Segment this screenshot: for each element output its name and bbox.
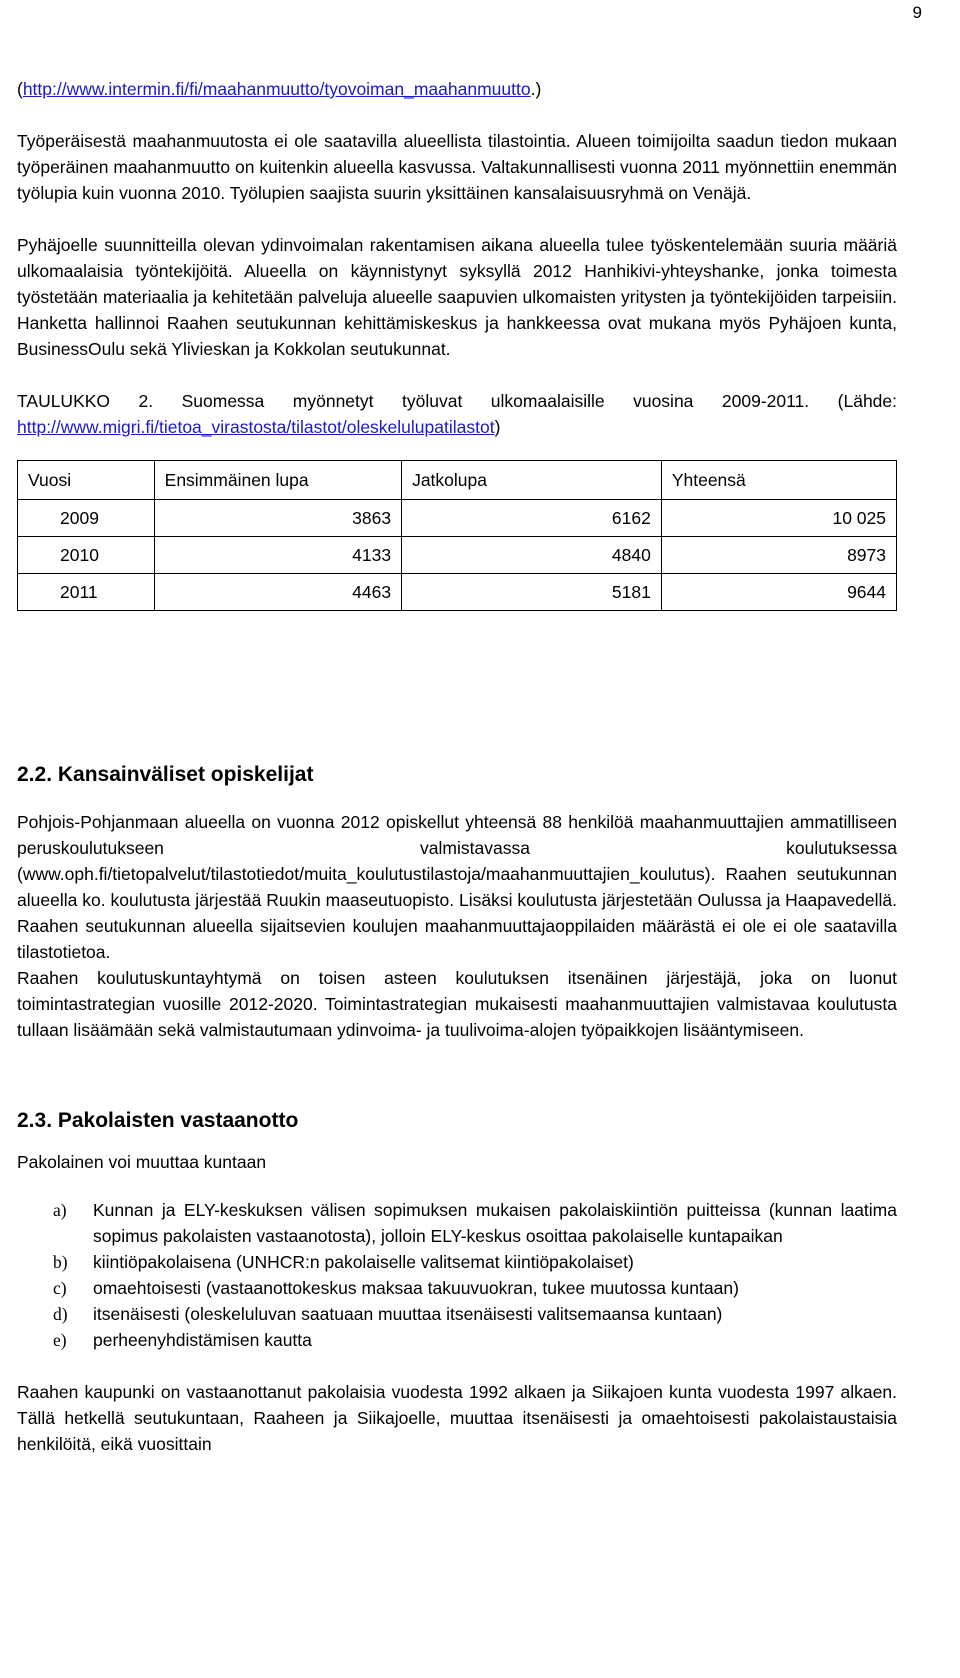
- cell-first-permit: 4463: [154, 574, 401, 611]
- table-header-row: [18, 461, 897, 500]
- section-heading-refugee-reception: 2.3. Pakolaisten vastaanotto: [17, 1109, 299, 1132]
- list-item-text: kiintiöpakolaisena (UNHCR:n pakolaiselle valitsemat kiintiöpakolaiset): [93, 1252, 634, 1272]
- cell-continuation-permit: 6162: [402, 500, 662, 537]
- list-marker: a): [53, 1200, 67, 1220]
- table-caption-text: TAULUKKO 2. Suomessa myönnetyt työluvat ulkomaalaisille vuosina 2009-2011. (Lähde:: [17, 391, 897, 411]
- paragraph-raahe-refugees: Raahen kaupunki on vastaanottanut pakolaisia vuodesta 1992 alkaen ja Siikajoen kunta vuodesta 1997 alkaen. Tällä hetkellä seutukuntaan, Raaheen ja Siikajoelle, muuttaa itsenäisesti ja omaehtoisesti pakolaistaustaisia henkilöitä, eikä vuosittain: [17, 1382, 897, 1454]
- cell-first-permit: 3863: [154, 500, 401, 537]
- intro-source-line: [17, 76, 897, 102]
- cell-total: 9644: [661, 574, 896, 611]
- refugee-route-list: [17, 1197, 897, 1353]
- header-continuation-permit: Jatkolupa: [402, 461, 662, 500]
- table-row: [18, 574, 897, 611]
- table-caption: [17, 388, 897, 440]
- paren-close: .): [530, 79, 542, 99]
- document-body: [17, 76, 897, 1457]
- list-item: [17, 1197, 897, 1249]
- paragraph-work-migration: Työperäisestä maahanmuutosta ei ole saatavilla alueellista tilastointia. Alueen toimijoilta saadun tiedon mukaan työperäinen maahanmuutto on kuitenkin alueella kasvussa. Valtakunnallisesti vuonna 2011 myönnettiin enemmän työlupia kuin vuonna 2010. Työlupien saajista suurin yksittäinen kansalaisuusryhmä on Venäjä.: [17, 131, 897, 203]
- caption-paren-close: ): [494, 417, 501, 437]
- cell-year: 2011: [18, 574, 155, 611]
- cell-year: 2009: [18, 500, 155, 537]
- table-row: [18, 537, 897, 574]
- cell-first-permit: 4133: [154, 537, 401, 574]
- migri-link[interactable]: http://www.migri.fi/tietoa_virastosta/tilastot/oleskelulupatilastot: [17, 417, 495, 437]
- list-item-text: perheenyhdistämisen kautta: [93, 1330, 312, 1350]
- list-marker: d): [53, 1304, 68, 1324]
- intermin-link[interactable]: http://www.intermin.fi/fi/maahanmuutto/tyovoiman_maahanmuutto: [22, 79, 531, 99]
- list-marker: e): [53, 1330, 67, 1350]
- cell-total: 10 025: [661, 500, 896, 537]
- list-item: [17, 1275, 897, 1301]
- list-item: [17, 1327, 897, 1353]
- list-marker: c): [53, 1278, 67, 1298]
- paragraph-education-strategy: Raahen koulutuskuntayhtymä on toisen asteen koulutuksen itsenäinen järjestäjä, joka on luonut toimintastrategian vuosille 2012-2020. Toimintastrategian mukaisesti maahanmuuttajien valmistavaa koulutusta tullaan lisäämään sekä valmistautumaan ydinvoima- ja tuulivoima-alojen työpaikkojen lisääntymiseen.: [17, 968, 897, 1040]
- cell-continuation-permit: 5181: [402, 574, 662, 611]
- work-permit-table: [17, 460, 897, 611]
- paragraph-nuclear-plant: Pyhäjoelle suunnitteilla olevan ydinvoimalan rakentamisen aikana alueella tulee työskentelemään suuria määriä ulkomaalaisia työntekijöitä. Alueella on käynnistynyt syksyllä 2012 Hanhikivi-yhteyshanke, jonka toimesta työstetään materiaalia ja kehitetään palveluja alueelle saapuvien ulkomaisten yritysten ja työntekijöiden tarpeisiin. Hanketta hallinnoi Raahen seutukunnan kehittämiskeskus ja hankkeessa ovat mukana myös Pyhäjoen kunta, BusinessOulu sekä Ylivieskan ja Kokkolan seutukunnat.: [17, 235, 897, 359]
- cell-year: 2010: [18, 537, 155, 574]
- list-item-text: itsenäisesti (oleskeluluvan saatuaan muuttaa itsenäisesti valitsemaansa kuntaan): [93, 1304, 723, 1324]
- list-item: [17, 1249, 897, 1275]
- header-total: Yhteensä: [661, 461, 896, 500]
- section-heading-international-students: 2.2. Kansainväliset opiskelijat: [17, 763, 314, 786]
- header-year: Vuosi: [18, 461, 155, 500]
- list-item-text: Kunnan ja ELY-keskuksen välisen sopimuksen mukaisen pakolaiskiintiön puitteissa (kunnan laatima sopimus pakolaisten vastaanotosta), jolloin ELY-keskus osoittaa pakolaiselle kuntapaikan: [93, 1200, 897, 1246]
- paragraph-students-count: Pohjois-Pohjanmaan alueella on vuonna 2012 opiskellut yhteensä 88 henkilöä maahanmuuttajien ammatilliseen peruskoulutukseen valmistavassa koulutuksessa (www.oph.fi/tietopalvelut/tilastotiedot/muita_koulutustilastoja/maahanmuuttajien_koulutus). Raahen seutukunnan alueella ko. koulutusta järjestää Ruukin maaseutuopisto. Lisäksi koulutusta järjestetään Oulussa ja Haapavedellä. Raahen seutukunnan alueella sijaitsevien koulujen maahanmuuttajaoppilaiden määrästä ei ole ei ole saatavilla tilastotietoa.: [17, 812, 897, 962]
- page-number: 9: [912, 3, 922, 22]
- cell-continuation-permit: 4840: [402, 537, 662, 574]
- paren-open: (: [17, 79, 23, 99]
- list-item: [17, 1301, 897, 1327]
- cell-total: 8973: [661, 537, 896, 574]
- list-marker: b): [53, 1252, 68, 1272]
- list-item-text: omaehtoisesti (vastaanottokeskus maksaa takuuvuokran, tukee muutossa kuntaan): [93, 1278, 739, 1298]
- refugee-intro: Pakolainen voi muuttaa kuntaan: [17, 1152, 267, 1172]
- table-row: [18, 500, 897, 537]
- header-first-permit: Ensimmäinen lupa: [154, 461, 401, 500]
